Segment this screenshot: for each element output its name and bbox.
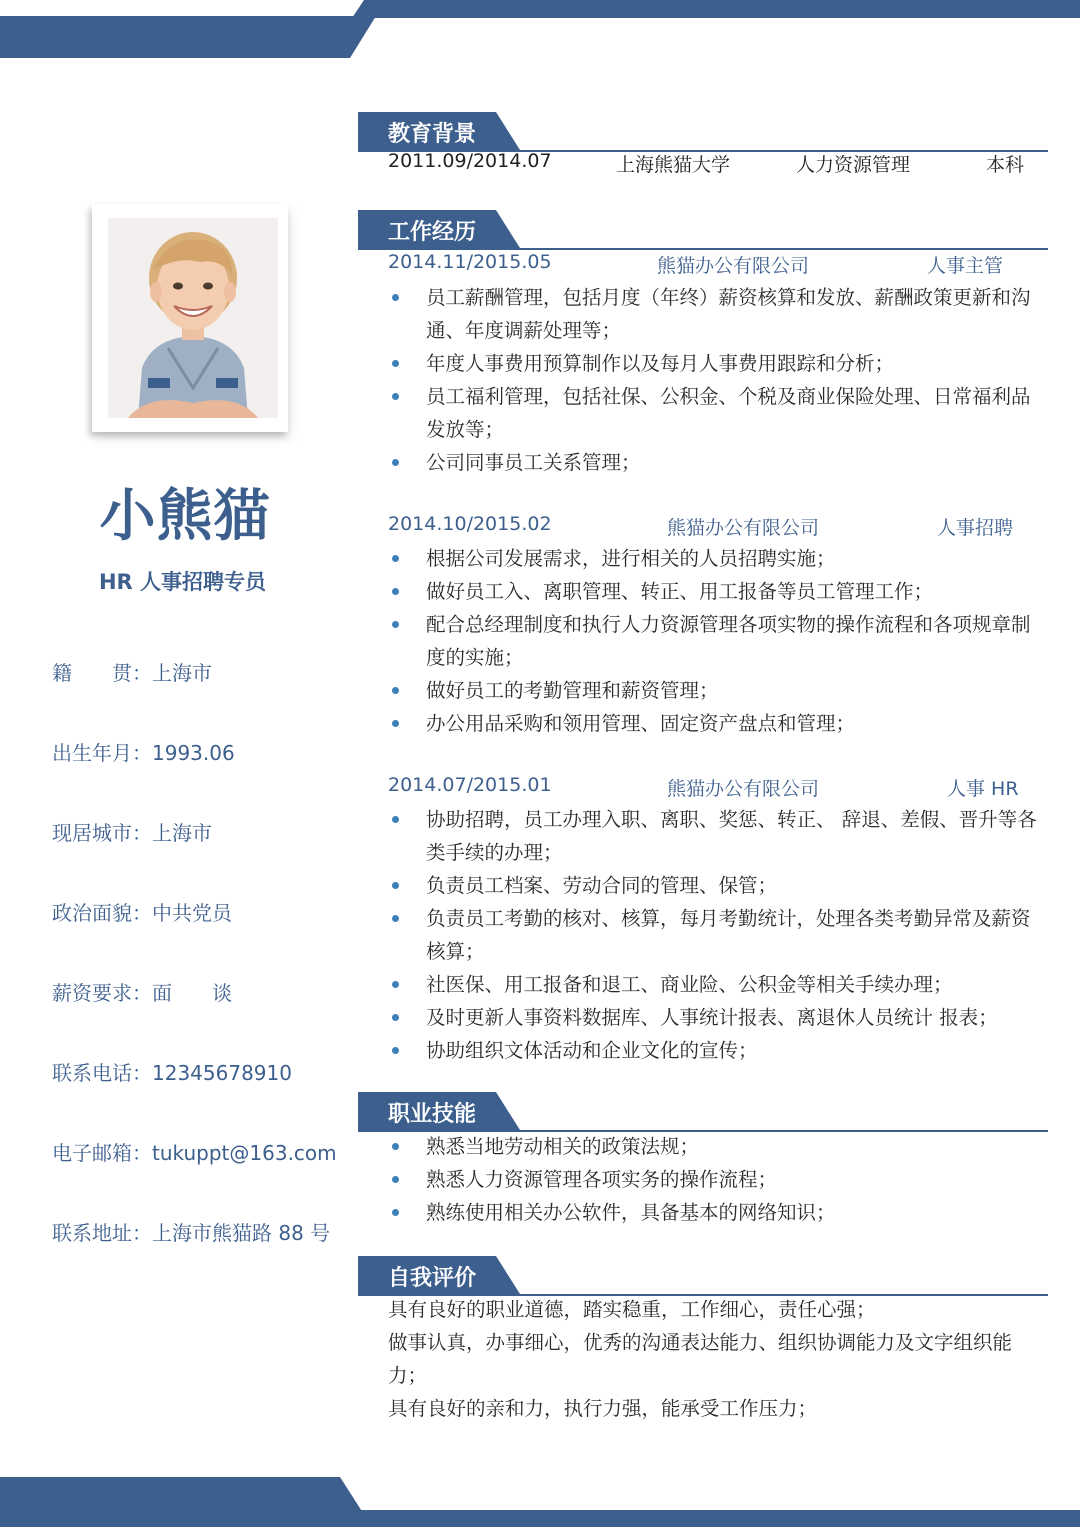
job-period: 2014.11/2015.05 [388, 251, 552, 273]
job-period: 2014.07/2015.01 [388, 774, 552, 796]
list-item: 社医保、用工报备和退工、商业险、公积金等相关手续办理； [388, 968, 1038, 1001]
job-duties [388, 803, 1038, 1067]
list-item: 根据公司发展需求，进行相关的人员招聘实施； [388, 542, 1038, 575]
info-value: 面 谈 [152, 981, 232, 1005]
section-evaluation [358, 1256, 1048, 1296]
info-label: 薪资要求 [52, 981, 132, 1005]
job-duties [388, 542, 1038, 740]
list-item: 配合总经理制度和执行人力资源管理各项实物的操作流程和各项规章制度的实施； [388, 608, 1038, 674]
job-role: 人事招聘 [937, 517, 1014, 539]
info-hometown [52, 657, 212, 686]
section-work [358, 210, 1048, 250]
section-title: 教育背景 [388, 122, 477, 147]
list-item: 及时更新人事资料数据库、人事统计报表、离退休人员统计 报表； [388, 1001, 1038, 1034]
info-label: 出生年月 [52, 741, 132, 765]
job-title: HR 人事招聘专员 [98, 570, 267, 594]
section-header [358, 1256, 1048, 1296]
education-school: 上海熊猫大学 [616, 154, 731, 176]
info-label: 籍 贯 [52, 661, 132, 685]
info-separator: ： [132, 901, 152, 925]
list-item: 熟悉人力资源管理各项实务的操作流程； [388, 1163, 1038, 1196]
info-phone [52, 1057, 292, 1086]
info-email [52, 1137, 337, 1166]
job-duties [388, 281, 1038, 479]
info-separator: ： [132, 1061, 152, 1085]
education-period: 2011.09/2014.07 [388, 150, 552, 172]
info-separator: ： [132, 741, 152, 765]
job-role: 人事 HR [947, 778, 1019, 800]
section-title: 自我评价 [388, 1266, 477, 1291]
list-item: 做好员工的考勤管理和薪资管理； [388, 674, 1038, 707]
info-value: 上海市 [152, 821, 212, 845]
list-item: 协助招聘，员工办理入职、离职、奖惩、转正、 辞退、差假、晋升等各类手续的办理； [388, 803, 1038, 869]
profile-photo [92, 204, 288, 432]
info-separator: ： [132, 1221, 152, 1245]
header-band [0, 0, 1080, 60]
list-item: 办公用品采购和领用管理、固定资产盘点和管理； [388, 707, 1038, 740]
info-address [52, 1217, 330, 1246]
evaluation-line: 具有良好的亲和力，执行力强，能承受工作压力； [388, 1397, 818, 1420]
info-value: tukuppt@163.com [152, 1141, 337, 1165]
list-item: 做好员工入、离职管理、转正、用工报备等员工管理工作； [388, 575, 1038, 608]
job-company: 熊猫办公有限公司 [667, 778, 820, 800]
evaluation-text [388, 1293, 1038, 1425]
list-item: 协助组织文体活动和企业文化的宣传； [388, 1034, 1038, 1067]
info-birth [52, 737, 235, 766]
evaluation-line: 做事认真，办事细心，优秀的沟通表达能力、组织协调能力及文字组织能力； [388, 1331, 1013, 1387]
list-item: 员工福利管理，包括社保、公积金、个税及商业保险处理、日常福利品发放等； [388, 380, 1038, 446]
info-value: 12345678910 [152, 1061, 292, 1085]
info-label: 联系电话 [52, 1061, 132, 1085]
job-company: 熊猫办公有限公司 [667, 517, 820, 539]
list-item: 熟悉当地劳动相关的政策法规； [388, 1130, 1038, 1163]
child-portrait-photo [108, 218, 278, 418]
job-company: 熊猫办公有限公司 [657, 255, 810, 277]
skills-list [388, 1130, 1038, 1229]
info-separator: ： [132, 661, 152, 685]
info-label: 政治面貌 [52, 901, 132, 925]
info-value: 上海市 [152, 661, 212, 685]
info-label: 现居城市 [52, 821, 132, 845]
list-item: 负责员工考勤的核对、核算，每月考勤统计，处理各类考勤异常及薪资核算； [388, 902, 1038, 968]
info-separator: ： [132, 981, 152, 1005]
job-role: 人事主管 [927, 255, 1004, 277]
info-value: 1993.06 [152, 741, 235, 765]
info-value: 上海市熊猫路 88 号 [152, 1221, 331, 1245]
list-item: 熟练使用相关办公软件，具备基本的网络知识； [388, 1196, 1038, 1229]
evaluation-line: 具有良好的职业道德，踏实稳重，工作细心，责任心强； [388, 1298, 876, 1321]
footer-band [0, 1467, 1080, 1527]
info-value: 中共党员 [152, 901, 232, 925]
education-degree: 本科 [986, 154, 1025, 176]
section-education [358, 112, 1048, 152]
section-title: 工作经历 [388, 220, 477, 245]
job-period: 2014.10/2015.02 [388, 513, 552, 535]
info-separator: ： [132, 821, 152, 845]
info-separator: ： [132, 1141, 152, 1165]
section-header [358, 1092, 1048, 1132]
person-name: 小熊猫 [99, 484, 271, 549]
section-header [358, 112, 1048, 152]
list-item: 年度人事费用预算制作以及每月人事费用跟踪和分析； [388, 347, 1038, 380]
section-title: 职业技能 [388, 1102, 477, 1127]
education-major: 人力资源管理 [796, 154, 911, 176]
list-item: 负责员工档案、劳动合同的管理、保管； [388, 869, 1038, 902]
list-item: 员工薪酬管理，包括月度（年终）薪资核算和发放、薪酬政策更新和沟通、年度调薪处理等； [388, 281, 1038, 347]
list-item: 公司同事员工关系管理； [388, 446, 1038, 479]
info-politics [52, 897, 232, 926]
info-label: 联系地址 [52, 1221, 132, 1245]
section-skills [358, 1092, 1048, 1132]
section-header [358, 210, 1048, 250]
info-label: 电子邮箱 [52, 1141, 132, 1165]
info-salary [52, 977, 232, 1006]
info-city [52, 817, 212, 846]
